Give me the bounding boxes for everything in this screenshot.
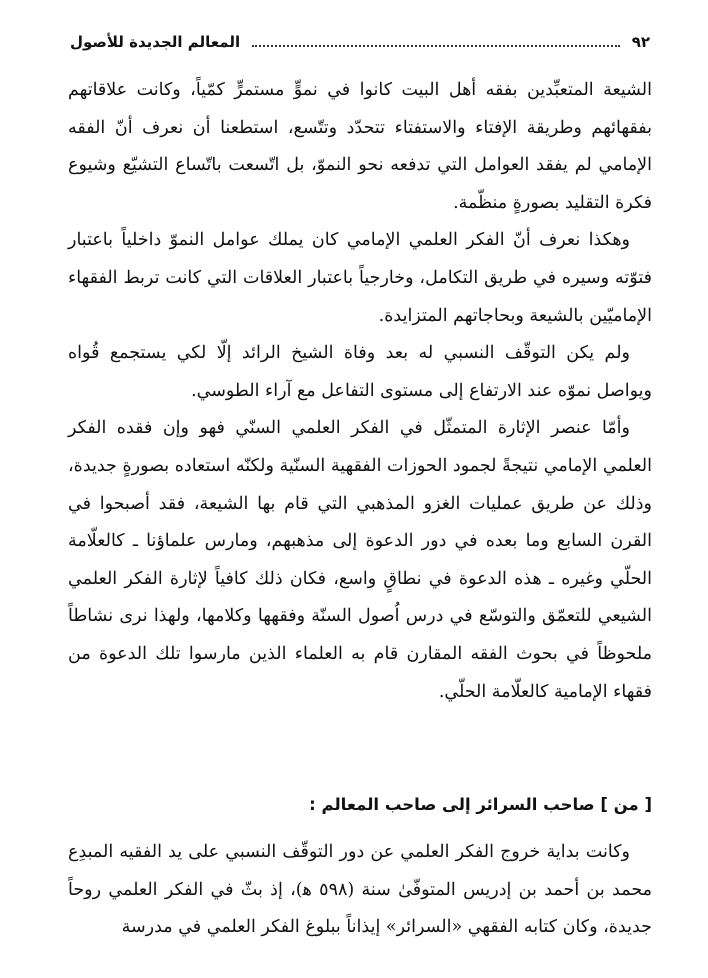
body-text xyxy=(68,72,652,711)
paragraph: الشيعة المتعبِّدين بفقه أهل البيت كانوا في نموٍّ مستمرٍّ كمّياً، وكانت علاقاتهم بفقهائهم وطريقة الإفتاء والاستفتاء تتحدّد وتتّسع، استطعنا أن نعرف أنّ الفقه الإمامي لم يفقد العوامل التي تدفعه نحو النموّ، بل اتّسعت باتّساع التشيّع وشيوع فكرة التقليد بصورةٍ منظّمة. xyxy=(68,80,652,213)
section-body-text xyxy=(68,834,652,947)
paragraph: ولم يكن التوقّف النسبي له بعد وفاة الشيخ الرائد إلّا لكي يستجمع قُواه ويواصل نموّه عند الارتفاع إلى مستوى التفاعل مع آراء الطوسي. xyxy=(68,343,652,401)
header-dotted-leader xyxy=(252,45,620,47)
running-title: المعالم الجديدة للأصول xyxy=(70,33,241,51)
section-heading: [ من ] صاحب السرائر إلى صاحب المعالم : xyxy=(309,795,652,814)
paragraph: وهكذا نعرف أنّ الفكر العلمي الإمامي كان يملك عوامل النموّ داخلياً باعتبار فتوّته وسيره في طريق التكامل، وخارجياً باعتبار العلاقات التي كانت تربط الفقهاء الإماميّين بالشيعة وبحاجاتهم المتزايدة. xyxy=(68,230,652,326)
page-number: ٩٢ xyxy=(631,33,650,51)
paragraph: وكانت بداية خروج الفكر العلمي عن دور التوقّف النسبي على يد الفقيه المبدِع محمد بن أحمد بن إدريس المتوفّىٰ سنة (٥٩٨ ﻫ)، إذ بثّ في الفكر العلمي روحاً جديدة، وكان كتابه الفقهي «السرائر» إيذاناً ببلوغ الفكر العلمي في مدرسة xyxy=(68,842,652,938)
paragraph: وأمّا عنصر الإثارة المتمثّل في الفكر العلمي السنّي فهو وإن فقده الفكر العلمي الإمامي نتيجةً لجمود الحوزات الفقهية السنّية ولكنّه استعاده بصورةٍ جديدة، وذلك عن طريق عمليات الغزو المذهبي التي قام بها الشيعة، فقد أصبحوا في القرن السابع وما بعده في دور الدعوة إلى مذهبهم، ومارس علماؤنا ـ كالعلّامة الحلّي وغيره ـ هذه الدعوة في نطاقٍ واسع، فكان ذلك كافياً لإثارة الفكر العلمي الشيعي للتعمّق والتوسّع في درس اُصول السنّة وفقهها وكلامها، ولهذا نرى نشاطاً ملحوظاً في بحوث الفقه المقارن قام به العلماء الذين مارسوا تلك الدعوة من فقهاء الإمامية كالعلّامة الحلّي. xyxy=(68,418,652,702)
page-header xyxy=(70,26,650,58)
